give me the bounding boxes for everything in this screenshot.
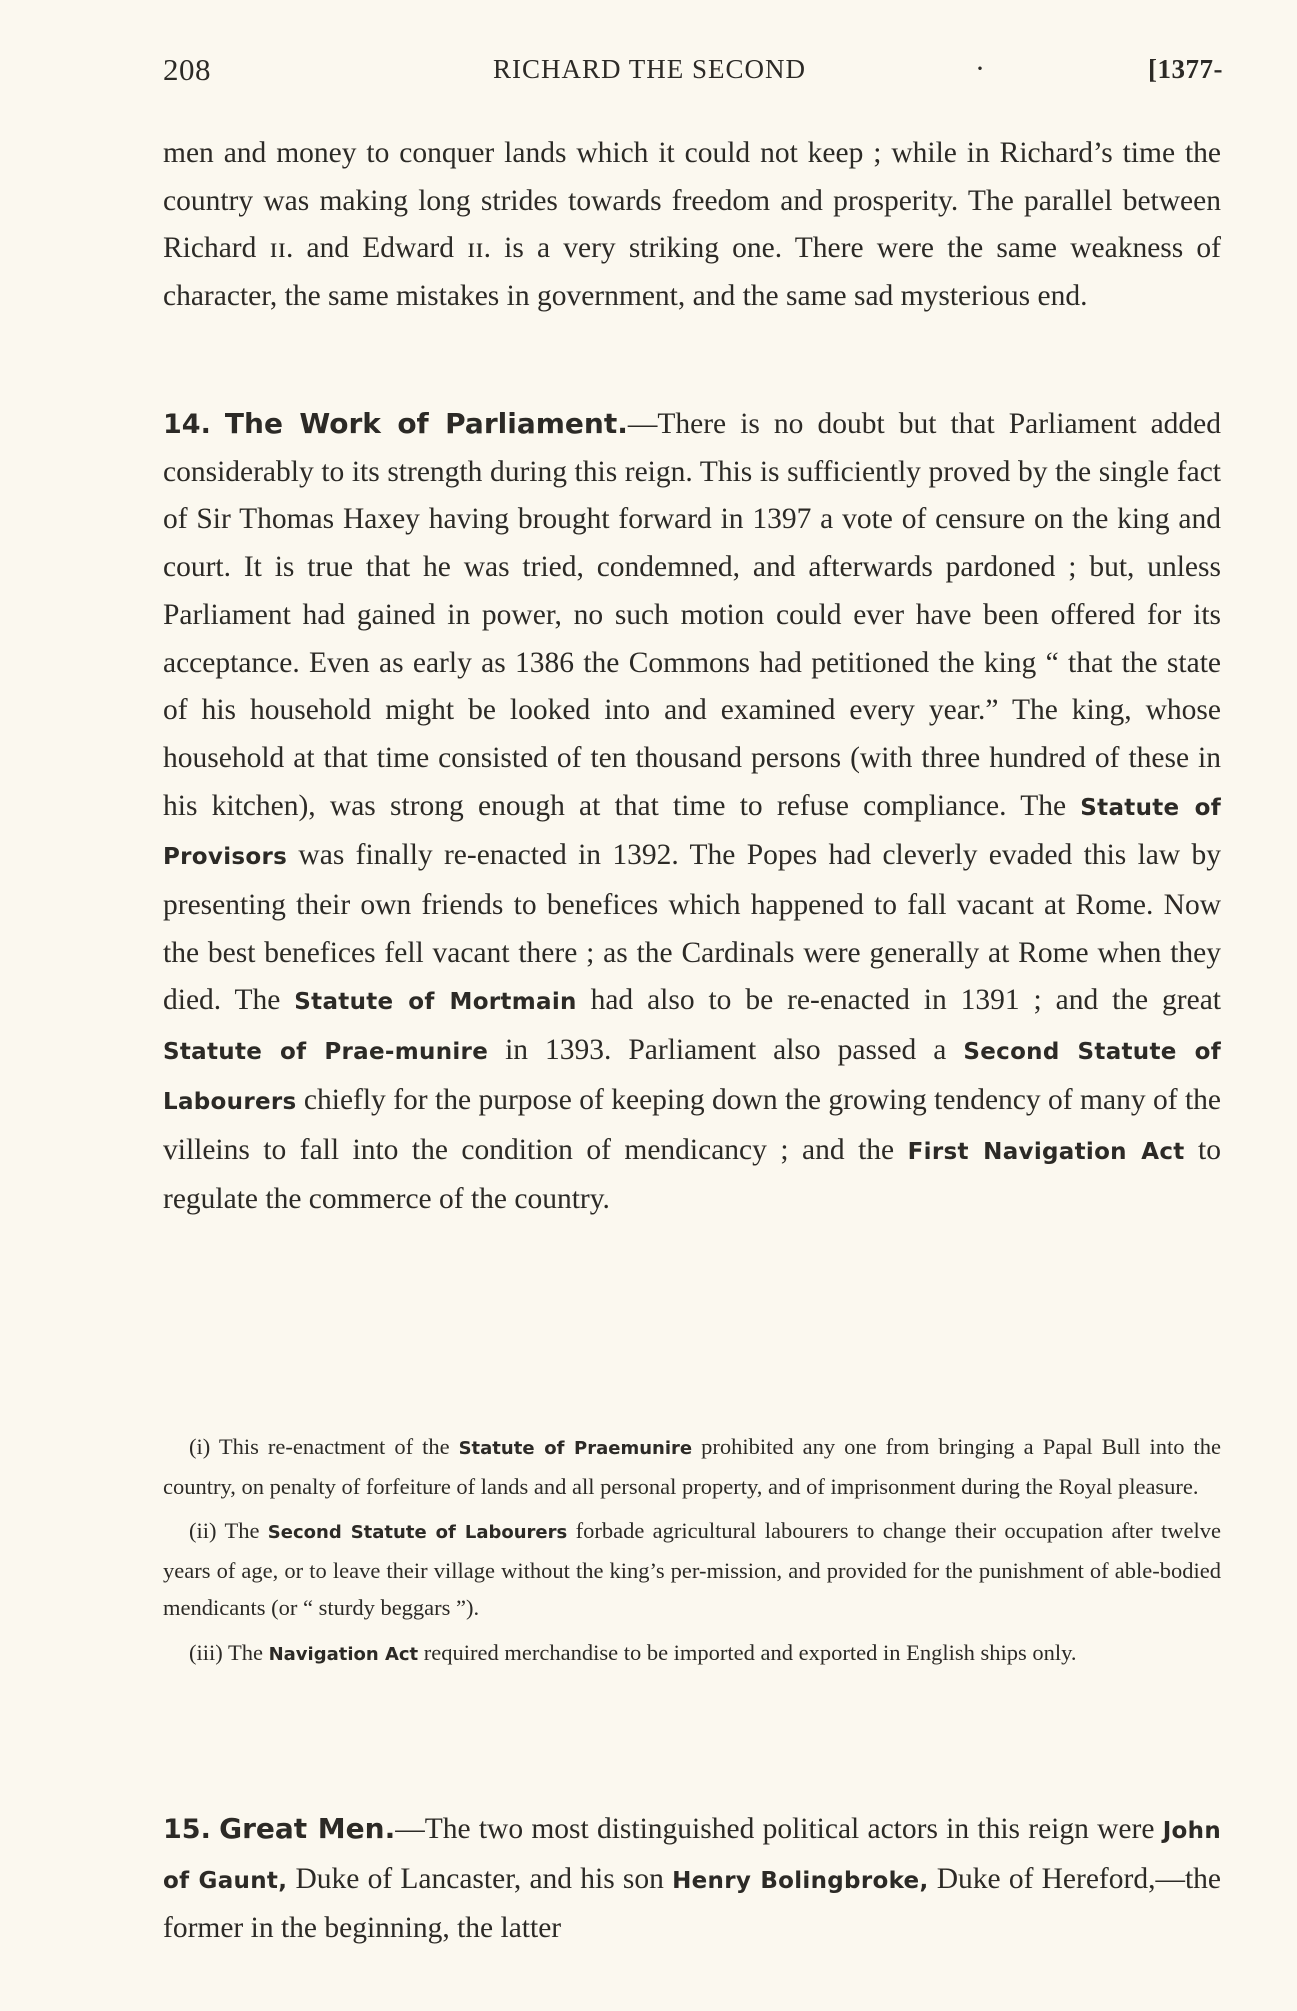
section-14-text-5: chiefly for the purpose of keeping down the growing tendency of many of the villeins to fall into the condition of mendicancy ; and the bbox=[163, 1083, 1221, 1166]
section-15-number: 15. bbox=[163, 1814, 211, 1845]
note-iii-post: required merchandise to be imported and exported in English ships only. bbox=[418, 1639, 1077, 1665]
term-statute-of-praemunire: Statute of Prae-munire bbox=[163, 1039, 489, 1066]
section-14-text-3: had also to be re-enacted in 1391 ; and the great bbox=[576, 984, 1221, 1017]
note-ii-post: forbade agricultural labourers to change their occupation after twelve years of age, or to leave their village without the king’s per-mission, and provided for the punishment of able-bodied mendicants (or “ sturdy beggars ”). bbox=[163, 1518, 1221, 1620]
term-second-statute-of-labourers: Second Statute of Labourers bbox=[163, 1039, 1221, 1115]
section-14-paragraph bbox=[163, 400, 1221, 1224]
note-ii bbox=[163, 1512, 1221, 1627]
section-15-title: Great Men. bbox=[219, 1812, 396, 1845]
note-i bbox=[163, 1428, 1221, 1505]
section-15-text-2: Duke of Lancaster, and his son bbox=[287, 1862, 673, 1895]
term-henry-bolingbroke: Henry Bolingbroke, bbox=[672, 1867, 929, 1894]
note-iii bbox=[163, 1634, 1221, 1674]
footnotes bbox=[163, 1428, 1221, 1680]
running-title: RICHARD THE SECOND bbox=[493, 54, 807, 84]
section-14-text-2: was finally re-enacted in 1392. The Popes had cleverly evaded this law by presenting their own friends to benefices which happened to fall vacant at Rome. Now the best benefices fell vacant there ; as the Cardinals were generally at Rome when they died. The bbox=[163, 839, 1221, 1017]
term-john-of-gaunt: John of Gaunt, bbox=[163, 1818, 1222, 1894]
section-14-title: The Work of Parliament. bbox=[224, 407, 628, 440]
section-15-text-3: Duke of Hereford,—the former in the beginning, the latter bbox=[163, 1862, 1221, 1945]
note-i-post: prohibited any one from bringing a Papal Bull into the country, on penalty of forfeiture of lands and all personal property, and of imprisonment during the Royal pleasure. bbox=[163, 1434, 1221, 1499]
note-i-pre: (i) This re-enactment of the bbox=[189, 1434, 459, 1459]
running-header bbox=[163, 52, 1223, 96]
section-14-text-6: to regulate the commerce of the country. bbox=[163, 1133, 1221, 1216]
note-ii-pre: (ii) The bbox=[189, 1518, 268, 1543]
note-iii-term: Navigation Act bbox=[268, 1643, 419, 1665]
note-iii-pre: (iii) The bbox=[189, 1639, 269, 1665]
section-15-paragraph bbox=[163, 1805, 1221, 1953]
paragraph-continuation: men and money to conquer lands which it could not keep ; while in Richard’s time the country was making long strides towards freedom and prosperity. The parallel between Richard ɪɪ. and Edward ɪɪ. is a very striking one. There were the same weakness of character, the same mistakes in government, and the same sad mysterious end. bbox=[163, 137, 1221, 313]
term-statute-of-mortmain: Statute of Mortmain bbox=[294, 989, 577, 1016]
section-14-text-1: —There is no doubt but that Parliament added considerably to its strength during this reign. This is sufficiently proved by the single fact of Sir Thomas Haxey having brought forward in 1397 a vote of censure on the king and court. It is true that he was tried, condemned, and afterwards pardoned ; but, unless Parliament had gained in power, no such motion could ever have been offered for its acceptance. Even as early as 1386 the Commons had petitioned the king “ that the state of his household might be looked into and examined every year.” The king, whose household at that time consisted of ten thousand persons (with three hundred of these in his kitchen), was strong enough at that time to refuse compliance. The bbox=[163, 408, 1222, 822]
header-separator: · bbox=[975, 52, 986, 85]
header-year: [1377- bbox=[1148, 54, 1223, 84]
page-number: 208 bbox=[163, 52, 211, 87]
section-15-text-1: —The two most distinguished political actors in this reign were bbox=[395, 1813, 1163, 1845]
term-first-navigation-act: First Navigation Act bbox=[907, 1138, 1185, 1165]
note-ii-term: Second Statute of Labourers bbox=[267, 1522, 568, 1543]
note-i-term: Statute of Praemunire bbox=[458, 1438, 693, 1459]
term-statute-of-provisors: Statute of Provisors bbox=[163, 794, 1222, 871]
section-14-text-4: in 1393. Parliament also passed a bbox=[488, 1034, 964, 1067]
section-14-number: 14. bbox=[163, 409, 211, 440]
